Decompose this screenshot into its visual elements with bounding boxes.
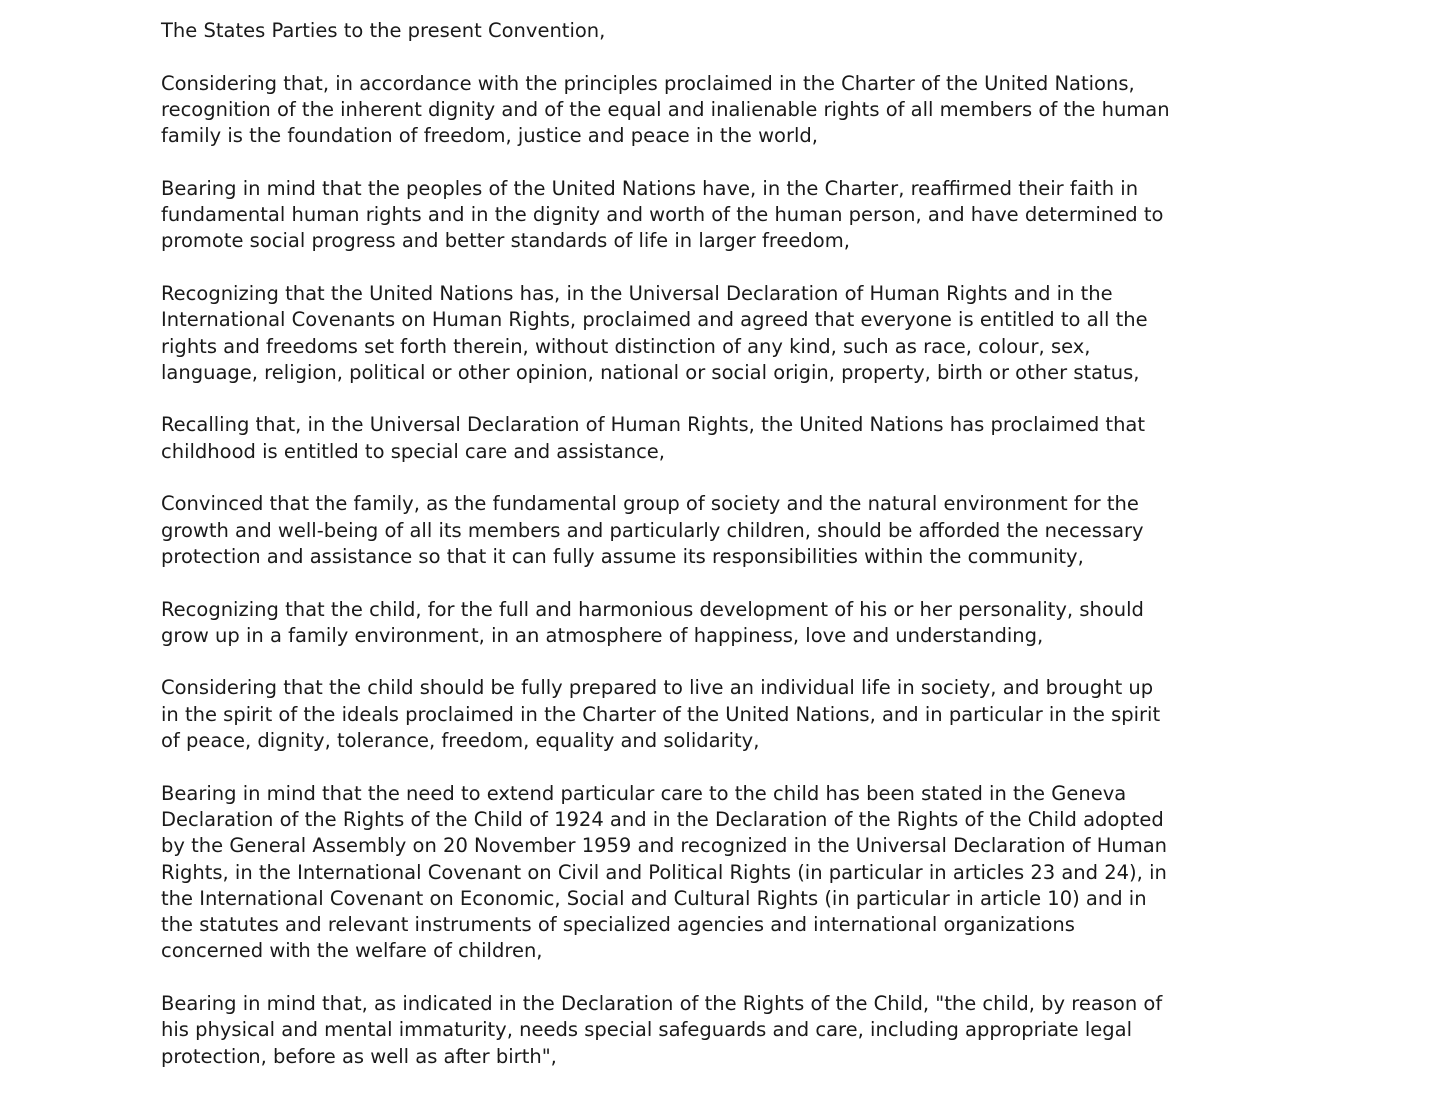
paragraph-considering-charter — [161, 71, 1311, 150]
text-line: Considering that the child should be fully prepared to live an individual life in society, and brought up — [161, 676, 1154, 700]
text-line: the statutes and relevant instruments of specialized agencies and international organizations — [161, 913, 1075, 937]
text-line: of peace, dignity, tolerance, freedom, equality and solidarity, — [161, 729, 760, 753]
paragraph-opening — [161, 18, 1311, 44]
text-line: Recalling that, in the Universal Declaration of Human Rights, the United Nations has proclaimed that — [161, 413, 1146, 437]
text-line: Declaration of the Rights of the Child of 1924 and in the Declaration of the Rights of the Child adopted — [161, 807, 1164, 831]
text-line: Recognizing that the United Nations has, in the Universal Declaration of Human Rights and in the — [161, 281, 1113, 305]
text-line: Bearing in mind that, as indicated in the Declaration of the Rights of the Child, "the child, by reason of — [161, 991, 1163, 1015]
text-line: Bearing in mind that the need to extend particular care to the child has been stated in the Geneva — [161, 781, 1127, 805]
text-line: concerned with the welfare of children, — [161, 939, 543, 963]
paragraph-bearing-safeguards — [161, 991, 1311, 1070]
text-line: protection and assistance so that it can fully assume its responsibilities within the community, — [161, 544, 1084, 568]
text-line: fundamental human rights and in the dignity and worth of the human person, and have determined to — [161, 203, 1164, 227]
text-line: International Covenants on Human Rights, proclaimed and agreed that everyone is entitled to all the — [161, 308, 1148, 332]
text-line: language, religion, political or other opinion, national or social origin, property, birth or other status, — [161, 360, 1140, 384]
text-line: Considering that, in accordance with the principles proclaimed in the Charter of the United Nations, — [161, 71, 1135, 95]
text-line: his physical and mental immaturity, needs special safeguards and care, including appropriate legal — [161, 1018, 1133, 1042]
paragraph-bearing-geneva — [161, 781, 1311, 965]
paragraph-convinced-family — [161, 491, 1311, 570]
text-line: recognition of the inherent dignity and of the equal and inalienable rights of all members of the human — [161, 97, 1170, 121]
text-line: Rights, in the International Covenant on Civil and Political Rights (in particular in articles 23 and 24), in — [161, 860, 1167, 884]
text-line: by the General Assembly on 20 November 1959 and recognized in the Universal Declaration of Human — [161, 834, 1168, 858]
text-line: Convinced that the family, as the fundamental group of society and the natural environment for the — [161, 492, 1139, 516]
text-line: The States Parties to the present Convention, — [161, 19, 606, 42]
text-line: Bearing in mind that the peoples of the United Nations have, in the Charter, reaffirmed their faith in — [161, 176, 1139, 200]
text-line: promote social progress and better standards of life in larger freedom, — [161, 229, 850, 253]
paragraph-considering-prepared — [161, 675, 1311, 754]
text-line: protection, before as well as after birth", — [161, 1044, 557, 1068]
paragraph-bearing-faith — [161, 176, 1311, 255]
text-line: the International Covenant on Economic, Social and Cultural Rights (in particular in article 10) and in — [161, 886, 1147, 910]
text-line: growth and well-being of all its members and particularly children, should be afforded the necessary — [161, 518, 1144, 542]
paragraph-recalling-childhood — [161, 412, 1311, 465]
text-line: childhood is entitled to special care and assistance, — [161, 439, 665, 463]
document-body — [161, 18, 1311, 1096]
text-line: family is the foundation of freedom, justice and peace in the world, — [161, 124, 819, 148]
paragraph-recognizing-child — [161, 597, 1311, 650]
text-line: grow up in a family environment, in an atmosphere of happiness, love and understanding, — [161, 623, 1044, 647]
text-line: in the spirit of the ideals proclaimed in the Charter of the United Nations, and in particular in the spirit — [161, 702, 1161, 726]
text-line: Recognizing that the child, for the full and harmonious development of his or her personality, should — [161, 597, 1144, 621]
paragraph-recognizing-declaration — [161, 281, 1311, 386]
text-line: rights and freedoms set forth therein, without distinction of any kind, such as race, colour, sex, — [161, 334, 1091, 358]
